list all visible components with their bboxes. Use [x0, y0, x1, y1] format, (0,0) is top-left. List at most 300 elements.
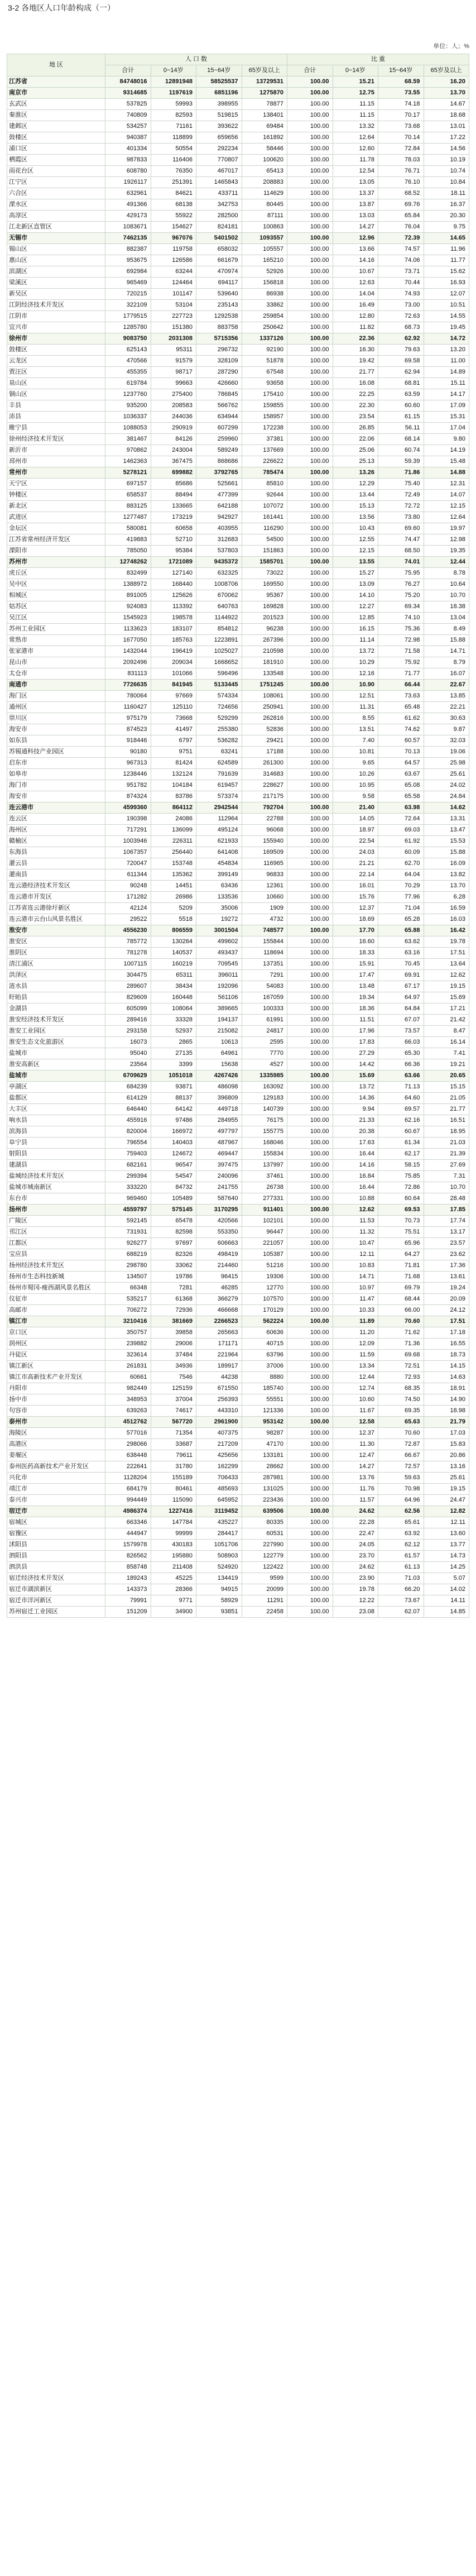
table-cell: 487967 — [196, 1138, 242, 1149]
table-cell: 8880 — [242, 1372, 287, 1383]
region-name: 泉山区 — [7, 378, 105, 389]
table-cell: 15.27 — [333, 568, 378, 579]
table-cell: 403955 — [196, 523, 242, 534]
table-cell: 10.88 — [333, 1193, 378, 1205]
table-cell: 151380 — [151, 322, 196, 333]
table-cell: 911401 — [242, 1205, 287, 1216]
table-row — [7, 1528, 469, 1540]
table-cell: 194137 — [196, 1015, 242, 1026]
table-cell: 13.55 — [333, 557, 378, 568]
table-cell: 75.92 — [378, 657, 424, 668]
table-cell: 13.72 — [333, 1082, 378, 1093]
table-cell: 52926 — [242, 266, 287, 278]
table-cell: 12.37 — [333, 1428, 378, 1439]
table-cell: 112964 — [196, 814, 242, 825]
table-row — [7, 300, 469, 311]
table-cell: 1388972 — [105, 579, 151, 590]
table-cell: 20099 — [242, 1584, 287, 1595]
table-cell: 619784 — [105, 378, 151, 389]
table-cell: 12748262 — [105, 557, 151, 568]
table-cell: 100.00 — [287, 601, 333, 613]
table-cell: 65311 — [151, 970, 196, 981]
table-cell: 100.00 — [287, 970, 333, 981]
table-cell: 13.01 — [424, 121, 469, 132]
table-cell: 72.57 — [378, 1461, 424, 1473]
table-cell: 72.93 — [378, 1372, 424, 1383]
table-cell: 455355 — [105, 367, 151, 378]
region-name: 栖霞区 — [7, 155, 105, 166]
table-row — [7, 713, 469, 724]
table-cell: 64.04 — [378, 869, 424, 881]
table-cell: 2092496 — [105, 657, 151, 668]
table-cell: 13.51 — [333, 724, 378, 735]
table-cell: 65.48 — [378, 702, 424, 713]
region-name: 海门市 — [7, 780, 105, 791]
table-cell: 100.00 — [287, 814, 333, 825]
table-cell: 17.74 — [424, 1216, 469, 1227]
table-cell: 16.49 — [333, 300, 378, 311]
table-cell: 75.51 — [378, 1227, 424, 1238]
table-cell: 13.66 — [333, 244, 378, 255]
region-name: 沭阳县 — [7, 1540, 105, 1551]
table-cell: 24.84 — [424, 791, 469, 802]
table-cell: 65.08 — [378, 780, 424, 791]
table-cell: 529299 — [196, 713, 242, 724]
table-cell: 63.66 — [378, 1070, 424, 1082]
table-cell: 658537 — [105, 490, 151, 501]
table-cell: 140537 — [151, 948, 196, 959]
table-cell: 261831 — [105, 1361, 151, 1372]
table-cell: 59993 — [151, 99, 196, 110]
table-cell: 13.17 — [424, 1227, 469, 1238]
table-cell: 84732 — [151, 1182, 196, 1193]
table-row — [7, 1003, 469, 1015]
table-cell: 68.44 — [378, 1294, 424, 1305]
table-cell: 100.00 — [287, 99, 333, 110]
table-row — [7, 903, 469, 914]
table-row — [7, 769, 469, 780]
table-cell: 62.56 — [378, 1506, 424, 1517]
table-cell: 1083671 — [105, 222, 151, 233]
table-cell: 74617 — [151, 1406, 196, 1417]
table-cell: 55551 — [242, 1394, 287, 1406]
table-cell: 19.97 — [424, 523, 469, 534]
table-cell: 820004 — [105, 1126, 151, 1138]
region-name: 邳州市 — [7, 456, 105, 467]
table-cell: 60636 — [242, 1327, 287, 1339]
table-cell: 22.25 — [333, 389, 378, 400]
table-cell: 639263 — [105, 1406, 151, 1417]
table-cell: 84126 — [151, 434, 196, 445]
table-cell: 100.00 — [287, 1260, 333, 1272]
table-cell: 1051706 — [196, 1540, 242, 1551]
table-cell: 17.51 — [424, 1316, 469, 1327]
table-cell: 83786 — [151, 791, 196, 802]
table-cell: 1003946 — [105, 836, 151, 847]
region-name: 海安市 — [7, 791, 105, 802]
table-row — [7, 1048, 469, 1059]
table-row — [7, 467, 469, 479]
table-cell: 987833 — [105, 155, 151, 166]
table-cell: 624589 — [196, 758, 242, 769]
table-cell: 100.00 — [287, 1115, 333, 1126]
table-cell: 498419 — [196, 1249, 242, 1260]
table-cell: 1668652 — [196, 657, 242, 668]
table-cell: 688219 — [105, 1249, 151, 1260]
table-cell: 874523 — [105, 724, 151, 735]
table-cell: 24.05 — [333, 1540, 378, 1551]
table-row — [7, 1584, 469, 1595]
table-cell: 100.00 — [287, 1350, 333, 1361]
table-cell: 122779 — [242, 1551, 287, 1562]
table-cell: 9.65 — [333, 758, 378, 769]
table-cell: 1909 — [242, 903, 287, 914]
table-cell: 6797 — [151, 735, 196, 747]
region-name: 如东县 — [7, 735, 105, 747]
table-cell: 16.14 — [424, 1037, 469, 1048]
table-cell: 21.03 — [424, 1138, 469, 1149]
table-cell: 76350 — [151, 166, 196, 177]
table-cell: 7.40 — [333, 735, 378, 747]
table-cell: 52937 — [151, 1026, 196, 1037]
table-cell: 23.70 — [333, 1551, 378, 1562]
table-cell: 100.00 — [287, 1082, 333, 1093]
table-cell: 17.04 — [424, 423, 469, 434]
table-cell: 113392 — [151, 601, 196, 613]
table-cell: 61.34 — [378, 1138, 424, 1149]
table-cell: 76175 — [242, 1115, 287, 1126]
table-cell: 46285 — [196, 1283, 242, 1294]
table-cell: 66.00 — [378, 1305, 424, 1316]
table-cell: 100.00 — [287, 1126, 333, 1138]
region-name: 鼓楼区 — [7, 345, 105, 356]
table-cell: 81424 — [151, 758, 196, 769]
table-cell: 18.97 — [333, 825, 378, 836]
table-cell: 14.88 — [424, 467, 469, 479]
table-cell: 133536 — [196, 892, 242, 903]
table-cell: 14.65 — [424, 233, 469, 244]
table-cell: 632325 — [196, 568, 242, 579]
table-cell: 79991 — [105, 1595, 151, 1607]
table-cell: 632961 — [105, 188, 151, 199]
table-cell: 14.42 — [333, 1059, 378, 1070]
table-cell: 100.00 — [287, 1607, 333, 1618]
table-cell: 100.00 — [287, 1138, 333, 1149]
table-cell: 73.00 — [378, 300, 424, 311]
table-cell: 4732 — [242, 914, 287, 925]
table-cell: 70.98 — [378, 1484, 424, 1495]
table-cell: 11.53 — [333, 1216, 378, 1227]
table-cell: 100.00 — [287, 244, 333, 255]
table-cell: 575145 — [151, 1205, 196, 1216]
table-cell: 100.00 — [287, 467, 333, 479]
table-cell: 21.33 — [333, 1115, 378, 1126]
table-row — [7, 1573, 469, 1584]
table-cell: 100.00 — [287, 1327, 333, 1339]
table-cell: 125626 — [151, 590, 196, 601]
table-row — [7, 456, 469, 467]
table-cell: 1160427 — [105, 702, 151, 713]
table-cell: 10.97 — [333, 1283, 378, 1294]
region-name: 淮安生态文化旅游区 — [7, 1037, 105, 1048]
table-cell: 342753 — [196, 199, 242, 211]
table-row — [7, 311, 469, 322]
table-cell: 72.39 — [378, 233, 424, 244]
table-cell: 12.44 — [424, 557, 469, 568]
table-cell: 824181 — [196, 222, 242, 233]
table-row — [7, 166, 469, 177]
table-cell: 166972 — [151, 1126, 196, 1138]
table-cell: 100.00 — [287, 211, 333, 222]
table-cell: 14.73 — [424, 1551, 469, 1562]
table-cell: 284955 — [196, 1115, 242, 1126]
table-cell: 1238446 — [105, 769, 151, 780]
table-cell: 209034 — [151, 657, 196, 668]
table-row — [7, 1394, 469, 1406]
table-cell: 29006 — [151, 1339, 196, 1350]
table-cell: 17.36 — [424, 1260, 469, 1272]
table-cell: 65.84 — [378, 211, 424, 222]
region-name: 苏州市 — [7, 557, 105, 568]
table-cell: 13.60 — [424, 1528, 469, 1540]
table-row — [7, 255, 469, 266]
table-cell: 100.00 — [287, 1339, 333, 1350]
table-cell: 7291 — [242, 970, 287, 981]
table-cell: 65478 — [151, 1216, 196, 1227]
table-row — [7, 400, 469, 412]
table-cell: 100.00 — [287, 1193, 333, 1205]
region-name: 镇江新区 — [7, 1361, 105, 1372]
table-cell: 785772 — [105, 936, 151, 948]
table-cell: 74.18 — [378, 99, 424, 110]
column-header: 15~64岁 — [196, 65, 242, 77]
table-cell: 398955 — [196, 99, 242, 110]
table-cell: 1067357 — [105, 847, 151, 858]
table-cell: 73.63 — [378, 691, 424, 702]
table-cell: 75.95 — [378, 568, 424, 579]
table-cell: 868686 — [196, 456, 242, 467]
table-cell: 100.00 — [287, 579, 333, 590]
table-cell: 15.11 — [424, 378, 469, 389]
region-name: 雨花台区 — [7, 166, 105, 177]
table-cell: 97669 — [151, 691, 196, 702]
table-cell: 15.62 — [424, 266, 469, 278]
table-cell: 70.17 — [378, 110, 424, 121]
table-cell: 94915 — [196, 1584, 242, 1595]
region-name: 盐城市城南新区 — [7, 1182, 105, 1193]
table-cell: 100.00 — [287, 199, 333, 211]
region-name: 睢宁县 — [7, 423, 105, 434]
table-cell: 189917 — [196, 1361, 242, 1372]
table-row — [7, 1238, 469, 1249]
table-row — [7, 1260, 469, 1272]
table-cell: 70.29 — [378, 881, 424, 892]
table-row — [7, 1182, 469, 1193]
table-cell: 24.62 — [333, 1562, 378, 1573]
region-name: 泰兴市 — [7, 1495, 105, 1506]
table-cell: 100.00 — [287, 88, 333, 99]
table-body — [7, 77, 469, 1618]
table-cell: 430183 — [151, 1540, 196, 1551]
table-cell: 37006 — [242, 1361, 287, 1372]
table-cell: 217209 — [196, 1439, 242, 1450]
table-cell: 13.76 — [333, 1473, 378, 1484]
table-cell: 4267426 — [196, 1070, 242, 1082]
table-cell: 155834 — [242, 1149, 287, 1160]
table-cell: 54500 — [242, 534, 287, 546]
table-cell: 100.00 — [287, 1294, 333, 1305]
table-cell: 20.09 — [424, 1294, 469, 1305]
table-cell: 63.59 — [378, 389, 424, 400]
table-cell: 100.00 — [287, 144, 333, 155]
region-name: 南京市 — [7, 88, 105, 99]
table-cell: 2031308 — [151, 333, 196, 345]
table-cell: 27135 — [151, 1048, 196, 1059]
table-cell: 641408 — [196, 847, 242, 858]
table-cell: 967313 — [105, 758, 151, 769]
region-name: 海门区 — [7, 691, 105, 702]
table-cell: 12.62 — [333, 1205, 378, 1216]
region-name: 响水县 — [7, 1115, 105, 1126]
table-cell: 100.00 — [287, 1528, 333, 1540]
table-cell: 6851196 — [196, 88, 242, 99]
table-cell: 73022 — [242, 568, 287, 579]
table-cell: 443310 — [196, 1406, 242, 1417]
table-cell: 638448 — [105, 1450, 151, 1461]
table-cell: 69.76 — [378, 199, 424, 211]
page-title: 3-2 各地区人口年龄构成（一） — [8, 3, 116, 12]
table-row — [7, 1037, 469, 1048]
table-cell: 975179 — [105, 713, 151, 724]
table-cell: 953675 — [105, 255, 151, 266]
table-row — [7, 266, 469, 278]
table-cell: 21.21 — [333, 858, 378, 869]
table-cell: 130264 — [151, 936, 196, 948]
table-cell: 137997 — [242, 1160, 287, 1171]
table-row — [7, 1607, 469, 1618]
table-cell: 135362 — [151, 869, 196, 881]
table-cell: 16.01 — [333, 881, 378, 892]
table-cell: 684239 — [105, 1082, 151, 1093]
table-cell: 35006 — [196, 903, 242, 914]
table-cell: 210598 — [242, 646, 287, 657]
table-cell: 74.62 — [378, 724, 424, 735]
table-cell: 61.62 — [378, 713, 424, 724]
table-row — [7, 512, 469, 523]
table-cell: 4512762 — [105, 1417, 151, 1428]
table-cell: 65413 — [242, 166, 287, 177]
table-cell: 562224 — [242, 1316, 287, 1327]
region-name: 苏锡通科技产业园区 — [7, 747, 105, 758]
table-cell: 100.00 — [287, 311, 333, 322]
table-cell: 108064 — [151, 1003, 196, 1015]
table-cell: 780064 — [105, 691, 151, 702]
table-cell: 100.00 — [287, 1272, 333, 1283]
table-cell: 240096 — [196, 1171, 242, 1182]
table-cell: 226622 — [242, 456, 287, 467]
table-cell: 21.40 — [333, 802, 378, 814]
table-row — [7, 188, 469, 199]
table-cell: 11.67 — [333, 1406, 378, 1417]
table-cell: 100.00 — [287, 1171, 333, 1182]
table-cell: 2942544 — [196, 802, 242, 814]
table-cell: 100.00 — [287, 1417, 333, 1428]
table-row — [7, 1205, 469, 1216]
table-cell: 38434 — [151, 981, 196, 992]
table-cell: 314683 — [242, 769, 287, 780]
table-cell: 221964 — [196, 1350, 242, 1361]
table-cell: 100.00 — [287, 479, 333, 490]
table-cell: 322109 — [105, 300, 151, 311]
table-cell: 13.03 — [333, 211, 378, 222]
table-cell: 1025027 — [196, 646, 242, 657]
table-row — [7, 99, 469, 110]
table-cell: 942927 — [196, 512, 242, 523]
table-cell: 10.64 — [424, 579, 469, 590]
table-cell: 553350 — [196, 1227, 242, 1238]
table-cell: 12.15 — [424, 501, 469, 512]
table-cell: 19.78 — [424, 936, 469, 948]
table-cell: 58525537 — [196, 77, 242, 88]
table-cell: 14.85 — [424, 1607, 469, 1618]
table-cell: 100.00 — [287, 1015, 333, 1026]
table-cell: 56.11 — [378, 423, 424, 434]
table-cell: 267396 — [242, 635, 287, 646]
table-row — [7, 1350, 469, 1361]
table-row — [7, 1540, 469, 1551]
table-cell: 173219 — [151, 512, 196, 523]
region-name: 苏州宿迁工业园区 — [7, 1607, 105, 1618]
table-cell: 100.00 — [287, 266, 333, 278]
table-cell: 304475 — [105, 970, 151, 981]
table-cell: 82598 — [151, 1227, 196, 1238]
column-header: 65岁及以上 — [424, 65, 469, 77]
table-cell: 287981 — [242, 1473, 287, 1484]
table-cell: 65.88 — [378, 925, 424, 936]
region-name: 盱眙县 — [7, 992, 105, 1003]
table-row — [7, 1562, 469, 1573]
table-cell: 12.80 — [333, 311, 378, 322]
table-cell: 328109 — [196, 356, 242, 367]
table-cell: 12.15 — [333, 546, 378, 557]
table-cell: 10.70 — [424, 590, 469, 601]
table-cell: 23.54 — [333, 412, 378, 423]
table-cell: 20.38 — [333, 1126, 378, 1138]
table-row — [7, 1484, 469, 1495]
table-cell: 16.30 — [333, 345, 378, 356]
table-row — [7, 199, 469, 211]
table-cell: 126586 — [151, 255, 196, 266]
table-cell: 9.75 — [424, 222, 469, 233]
table-cell: 22.06 — [333, 434, 378, 445]
table-cell: 45225 — [151, 1573, 196, 1584]
region-name: 天宁区 — [7, 479, 105, 490]
table-row — [7, 412, 469, 423]
region-name: 丹徒区 — [7, 1350, 105, 1361]
table-cell: 2595 — [242, 1037, 287, 1048]
table-row — [7, 1272, 469, 1283]
region-name: 吴中区 — [7, 579, 105, 590]
table-cell: 10613 — [196, 1037, 242, 1048]
table-cell: 75.20 — [378, 590, 424, 601]
table-cell: 26.85 — [333, 423, 378, 434]
table-cell: 508903 — [196, 1551, 242, 1562]
table-cell: 1292538 — [196, 311, 242, 322]
table-cell: 858748 — [105, 1562, 151, 1573]
region-name: 崇川区 — [7, 713, 105, 724]
table-cell: 100.00 — [287, 356, 333, 367]
table-cell: 10.70 — [424, 1182, 469, 1193]
